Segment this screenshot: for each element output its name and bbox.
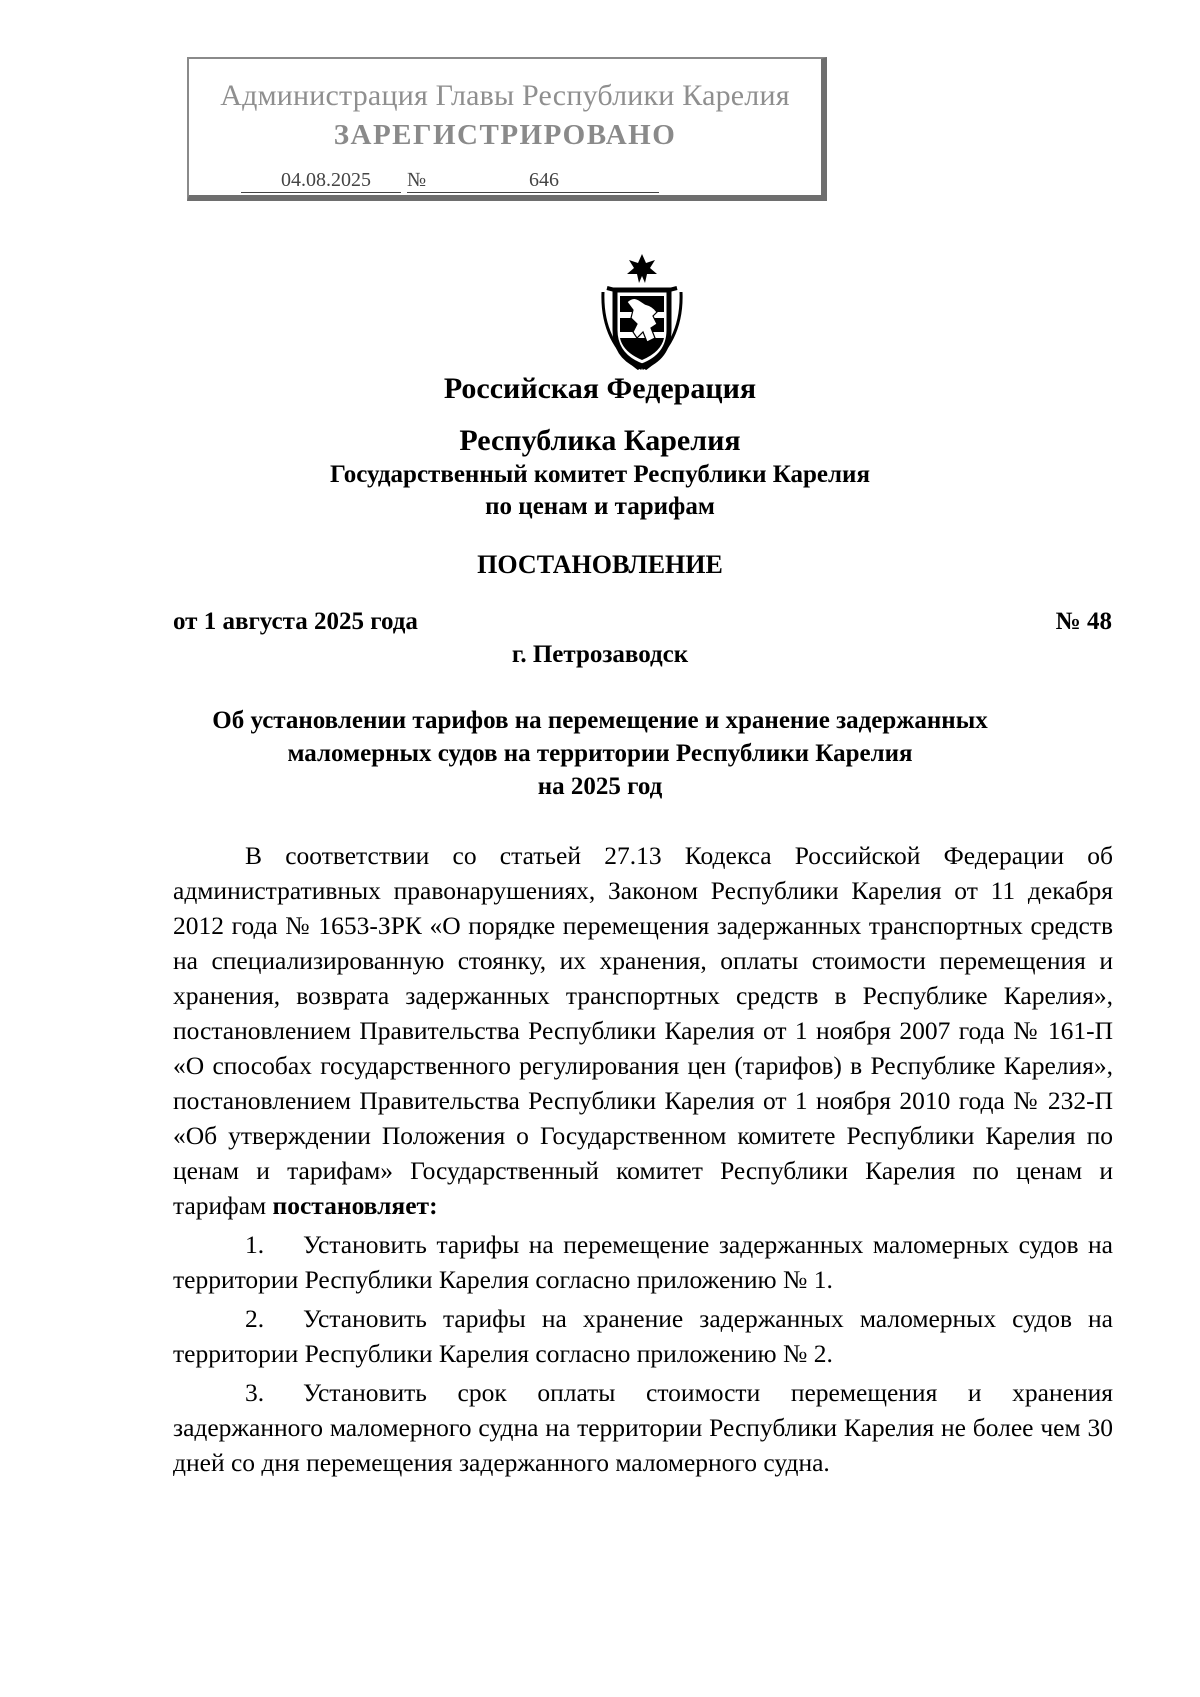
item-number: 3.: [245, 1378, 265, 1407]
committee-heading-line2: по ценам и тарифам: [485, 493, 715, 520]
stamp-organization: Администрация Главы Республики Карелия: [220, 79, 790, 112]
list-item: [173, 1227, 1113, 1297]
document-city: г. Петрозаводск: [511, 641, 689, 668]
star-icon: [627, 254, 657, 283]
item-text: Установить срок оплаты стоимости перемещения и хранения задержанного маломерного судна на территории Республики Карелия не более чем 30 дней со дня перемещения задержанного маломерного судна.: [173, 1378, 1113, 1477]
list-item: [173, 1375, 1113, 1480]
title-line: маломерных судов на территории Республики Карелия: [287, 740, 913, 767]
stamp-date: 04.08.2025: [241, 169, 401, 193]
item-text: Установить тарифы на перемещение задержанных маломерных судов на территории Республики Карелия согласно приложению № 1.: [173, 1230, 1113, 1294]
document-number: № 48: [1055, 608, 1112, 635]
item-text: Установить тарифы на хранение задержанных маломерных судов на территории Республики Карелия согласно приложению № 2.: [173, 1304, 1113, 1368]
item-number: 1.: [245, 1230, 265, 1259]
resolves-word: постановляет:: [272, 1191, 438, 1220]
republic-heading: Республика Карелия: [459, 424, 741, 457]
stamp-status: ЗАРЕГИСТРИРОВАНО: [333, 119, 677, 151]
document-title: [0, 704, 1200, 803]
preamble-text: В соответствии со статьей 27.13 Кодекса Российской Федерации об административных правонарушениях, Законом Республики Карелия от 11 декабря 2012 года № 1653-ЗРК «О порядке перемещения задержанных транспортных средств на специализированную стоянку, их хранения, оплаты стоимости перемещения и хранения, возврата задержанных транспортных средств в Республике Карелия», постановлением Правительства Республики Карелия от 1 ноября 2007 года № 161-П «О способах государственного регулирования цен (тарифов) в Республике Карелия», постановлением Правительства Республики Карелия от 1 ноября 2010 года № 232-П «Об утверждении Положения о Государственном комитете Республики Карелия по ценам и тарифам» Государственный комитет Республики Карелия по ценам и тарифам: [173, 841, 1113, 1220]
document-date: от 1 августа 2025 года: [173, 608, 418, 635]
document-body: [173, 838, 1113, 1480]
registration-stamp: [187, 57, 827, 201]
stamp-number: 646: [433, 169, 659, 193]
item-number: 2.: [245, 1304, 265, 1333]
federation-heading: Российская Федерация: [443, 372, 757, 405]
title-line: Об установлении тарифов на перемещение и хранение задержанных: [212, 707, 988, 734]
committee-heading-line1: Государственный комитет Республики Карелия: [330, 461, 870, 488]
list-item: [173, 1301, 1113, 1371]
preamble-paragraph: [173, 838, 1113, 1223]
document-type: ПОСТАНОВЛЕНИЕ: [477, 550, 723, 579]
stamp-number-sign: №: [407, 169, 433, 193]
title-line: на 2025 год: [537, 773, 663, 800]
coat-of-arms-emblem: [597, 252, 687, 370]
